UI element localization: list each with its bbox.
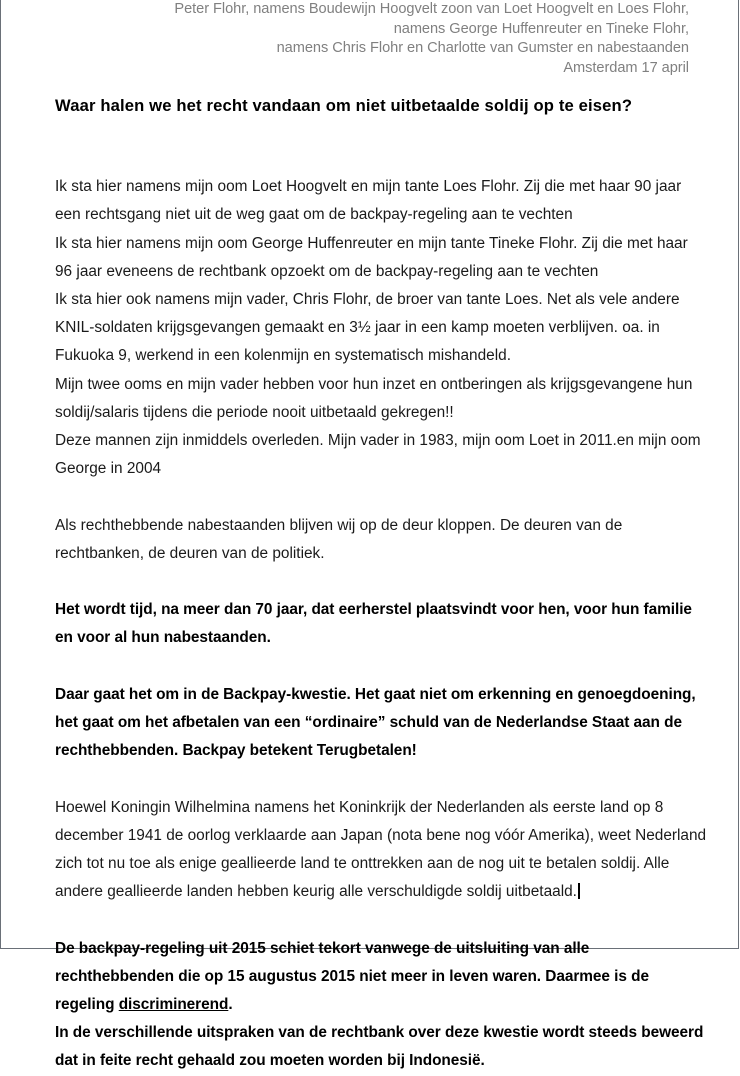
text-line: De backpay-regeling uit 2015 schiet tekort vanwege de uitsluiting van alle <box>55 939 590 957</box>
text-line: Het wordt tijd, na meer dan 70 jaar, dat eerherstel plaatsvindt voor hen, voor hun familie <box>55 601 692 619</box>
document-body <box>1 118 740 1076</box>
text-fragment: . <box>228 996 233 1013</box>
text-line: KNIL-soldaten krijgsgevangen gemaakt en 3½ jaar in een kamp moeten verblijven. oa. in <box>55 319 660 337</box>
text-line: Ik sta hier ook namens mijn vader, Chris Flohr, de broer van tante Loes. Net als vele andere <box>55 291 680 308</box>
text-line: rechthebbenden. Backpay betekent Terugbetalen! <box>55 742 417 760</box>
text-line: en voor al hun nabestaanden. <box>55 629 271 647</box>
spacer <box>55 653 700 681</box>
text-line-discriminerend <box>55 991 700 1019</box>
text-line: zich tot nu toe als enige geallieerde land te onttrekken aan de nog uit te betalen soldij. Alle <box>55 855 670 872</box>
document-title: Waar halen we het recht vandaan om niet uitbetaalde soldij op te eisen? <box>55 96 633 115</box>
text-line: december 1941 de oorlog verklaarde aan Japan (nota bene nog vóór Amerika), weet Nederland <box>55 826 707 844</box>
spacer <box>55 765 700 793</box>
text-fragment: regeling <box>55 996 119 1013</box>
spacer <box>55 118 700 146</box>
text-line: 96 jaar eveneens de rechtbank opzoekt om de backpay-regeling aan te vechten <box>55 262 599 280</box>
underlined-word-discriminerend: discriminerend <box>118 996 229 1013</box>
text-line: Hoewel Koningin Wilhelmina namens het Koninkrijk der Nederlanden als eerste land op 8 <box>55 798 664 816</box>
text-line-with-caret <box>55 878 700 906</box>
text-line: het gaat om het afbetalen van een “ordinaire” schuld van de Nederlandse Staat aan de <box>55 714 682 731</box>
spacer <box>55 568 700 596</box>
paragraph-wilhelmina <box>55 794 707 907</box>
text-line: soldij/salaris tijdens die periode nooit uitbetaald gekregen!! <box>55 403 454 421</box>
text-line: George in 2004 <box>55 460 162 478</box>
document-content <box>1 0 740 1076</box>
paragraph-nabestaanden <box>55 512 700 568</box>
spacer <box>55 906 700 934</box>
text-line: In de verschillende uitspraken van de rechtbank over deze kwestie wordt steeds beweerd <box>55 1024 704 1042</box>
header-line-1: Peter Flohr, namens Boudewijn Hoogvelt zoon van Loet Hoogvelt en Loes Flohr, <box>174 1 689 17</box>
text-line: Ik sta hier namens mijn oom George Huffenreuter en mijn tante Tineke Flohr. Zij die met haar <box>55 234 688 252</box>
paragraph-backpay-regeling <box>55 935 704 1076</box>
header-line-4: Amsterdam 17 april <box>563 59 689 76</box>
text-line: Ik sta hier namens mijn oom Loet Hoogvelt en mijn tante Loes Flohr. Zij die met haar 90 jaar <box>55 178 682 196</box>
text-line: Mijn twee ooms en mijn vader hebben voor hun inzet en ontberingen als krijgsgevangene hun <box>55 375 693 393</box>
spacer <box>55 146 700 173</box>
text-line: dat in feite recht gehaald zou moeten worden bij Indonesië. <box>55 1052 485 1070</box>
text-line: rechtbanken, de deuren van de politiek. <box>55 544 325 562</box>
text-line: Fukuoka 9, werkend in een kolenmijn en systematisch mishandeld. <box>55 347 511 365</box>
header-line-3: namens Chris Flohr en Charlotte van Gumster en nabestaanden <box>276 40 689 56</box>
paragraph-eerherstel <box>55 596 700 652</box>
text-line: een rechtsgang niet uit de weg gaat om de backpay-regeling aan te vechten <box>55 206 573 224</box>
text-line: andere geallieerde landen hebben keurig alle verschuldigde soldij uitbetaald. <box>55 883 577 901</box>
text-line: Daar gaat het om in de Backpay-kwestie. Het gaat niet om erkenning en genoegdoening, <box>55 685 696 703</box>
text-caret <box>578 883 580 899</box>
document-header <box>1 0 740 78</box>
text-line: rechthebbenden die op 15 augustus 2015 niet meer in leven waren. Daarmee is de <box>55 967 649 985</box>
paragraph-introductions <box>55 173 700 483</box>
spacer <box>55 483 700 511</box>
text-line: Als rechthebbende nabestaanden blijven wij op de deur kloppen. De deuren van de <box>55 516 623 534</box>
text-line: Deze mannen zijn inmiddels overleden. Mijn vader in 1983, mijn oom Loet in 2011.en mijn oom <box>55 432 701 450</box>
paragraph-backpay-kwestie <box>55 681 700 766</box>
header-line-2: namens George Huffenreuter en Tineke Flohr, <box>393 20 689 37</box>
